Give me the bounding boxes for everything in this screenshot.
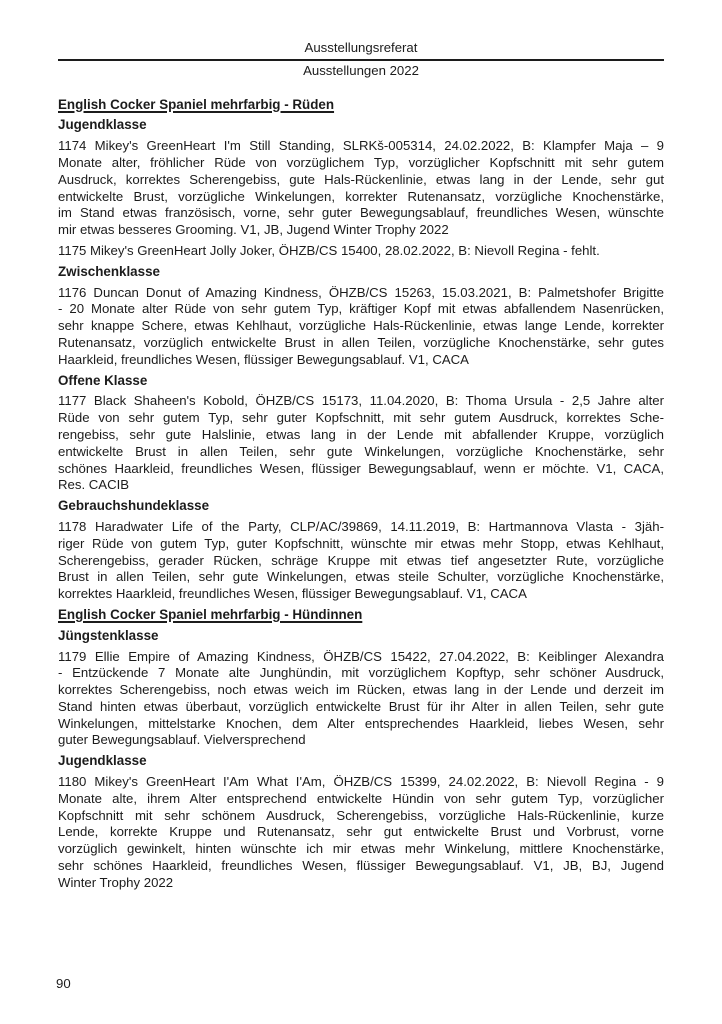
- entry-line: Stand hinten etwas überbaut, vorzüglich entwickelte Brust für ihr Alter in allen Teilen, sehr gute: [58, 698, 664, 714]
- entry-line: im Stand etwas französisch, vorne, sehr guter Bewegungsablauf, freundliches Wesen, wünschte: [58, 205, 664, 221]
- page-inner: [58, 40, 664, 896]
- page-number: 90: [56, 976, 71, 991]
- entry-line: sehr knappe Schere, etwas Kehlhaut, vorzügliche Hals-Rückenlinie, etwas lange Lende, korrekter: [58, 318, 664, 334]
- header-subtitle: Ausstellungen 2022: [303, 62, 419, 78]
- entry-line: entwickelte Brust in allen Teilen, sehr gute Winkelungen, vorzügliche Knochenstärke, sehr: [58, 443, 664, 459]
- entry-line: sehr schönes Haarkleid, freundliches Wesen, flüssiger Bewegungsablauf. V1, JB, BJ, Jugend: [58, 858, 664, 874]
- entry-line: Rutenansatz, vorzüglich entwickelte Brust in allen Teilen, vorzügliche Knochenstärke, sehr gutes: [58, 334, 664, 350]
- entry-line: Monate alte, ihrem Alter entsprechend entwickelte Hündin von sehr gutem Typ, vorzüglicher: [58, 790, 664, 806]
- entry-line: 1176 Duncan Donut of Amazing Kindness, ÖHZB/CS 15263, 15.03.2021, B: Palmetshofer Brigitte: [58, 284, 664, 300]
- header-divider: [58, 59, 664, 61]
- entry-line: Kopfschnitt mit sehr schönem Ausdruck, Scherengebiss, vorzügliche Hals-Rückenlinie, kurze: [58, 807, 664, 823]
- entry-paragraph: [58, 285, 664, 369]
- entry-line: riger Rüde von gutem Typ, guter Kopfschnitt, wünschte mir etwas mehr Stopp, etwas Kehlhaut,: [58, 535, 664, 551]
- entry-paragraph: [58, 138, 664, 239]
- entry-line: 1174 Mikey's GreenHeart I'm Still Standing, SLRKš-005314, 24.02.2022, B: Klampfer Maja – 9: [58, 138, 664, 154]
- class-heading: Offene Klasse: [58, 372, 148, 388]
- entry-line: 1178 Haradwater Life of the Party, CLP/AC/39869, 14.11.2019, B: Hartmannova Vlasta - 3jäh-: [58, 518, 664, 534]
- entry-line: Brust in allen Teilen, sehr gute Winkelungen, etwas steile Schulter, vorzügliche Knochenstärke,: [58, 569, 664, 585]
- entry-line: guter Bewegungsablauf. Vielversprechend: [58, 732, 306, 748]
- entry-line: 1179 Ellie Empire of Amazing Kindness, ÖHZB/CS 15422, 27.04.2022, B: Keiblinger Alexandra: [58, 648, 664, 664]
- class-heading: Jugendklasse: [58, 117, 147, 133]
- entry-paragraph: [58, 774, 664, 892]
- entry-line: Ausdruck, korrektes Scherengebiss, gute Hals-Rückenlinie, etwas lang in der Lende, sehr gut: [58, 171, 664, 187]
- entry-line: korrektes Haarkleid, freundliches Wesen, flüssiger Bewegungsablauf. V1, CACA: [58, 586, 527, 602]
- entry-paragraph: [58, 649, 664, 750]
- entry-paragraph: [58, 243, 664, 260]
- entry-line: Haarkleid, freundliches Wesen, flüssiger Bewegungsablauf. V1, CACA: [58, 351, 469, 367]
- entry-line: korrektes Scherengebiss, noch etwas weich im Rücken, etwas lang in der Lende und derzeit im: [58, 682, 664, 698]
- class-heading: Zwischenklasse: [58, 263, 160, 279]
- entry-paragraph: [58, 393, 664, 494]
- entry-line: Res. CACIB: [58, 477, 130, 493]
- breed-heading: English Cocker Spaniel mehrfarbig - Hündinnen: [58, 606, 363, 622]
- page-header: [58, 40, 664, 80]
- entry-line: vorzüglich gewinkelt, hinten wünschte ich mir etwas mehr Winkelung, mittlere Knochenstärke,: [58, 841, 664, 857]
- entry-line: 1175 Mikey's GreenHeart Jolly Joker, ÖHZB/CS 15400, 28.02.2022, B: Nievoll Regina - fehlt.: [58, 242, 600, 258]
- entry-line: Lende, korrekte Kruppe und Rutenansatz, sehr gut entwickelte Brust und Vorbrust, vorne: [58, 824, 664, 840]
- header-title: Ausstellungsreferat: [304, 40, 418, 55]
- document-body: [58, 97, 664, 892]
- entry-line: Rüde von sehr gutem Typ, sehr guter Kopfschnitt, mit sehr gutem Ausdruck, korrektes Sche-: [58, 410, 664, 426]
- entry-line: rengebiss, sehr gute Halslinie, etwas lang in der Lende mit abfallender Kruppe, vorzüglich: [58, 426, 664, 442]
- entry-paragraph: [58, 519, 664, 603]
- entry-line: - Entzückende 7 Monate alte Junghündin, mit vorzüglichem Kopftyp, sehr schöner Ausdruck,: [58, 665, 664, 681]
- entry-line: Monate alter, fröhlicher Rüde von vorzüglichem Typ, vorzüglicher Kopfschnitt mit sehr gutem: [58, 154, 664, 170]
- entry-line: Scherengebiss, gerader Rücken, schräge Kruppe mit etwas tief angesetzter Rute, vorzügliche: [58, 552, 664, 568]
- class-heading: Jugendklasse: [58, 753, 147, 769]
- entry-line: schönes Haarkleid, freundliches Wesen, flüssiger Bewegungsablauf, wenn er möchte. V1, CACA,: [58, 460, 664, 476]
- entry-line: entwickelte Brust, vorzügliche Winkelungen, korrekter Rutenansatz, vorzügliche Knochenstärke,: [58, 188, 664, 204]
- class-heading: Jüngstenklasse: [58, 627, 159, 643]
- breed-heading: English Cocker Spaniel mehrfarbig - Rüden: [58, 96, 335, 112]
- entry-line: 1180 Mikey's GreenHeart I'Am What I'Am, ÖHZB/CS 15399, 24.02.2022, B: Nievoll Regina - 9: [58, 774, 664, 790]
- entry-line: mir etwas besseres Grooming. V1, JB, Jugend Winter Trophy 2022: [58, 222, 449, 238]
- entry-line: 1177 Black Shaheen's Kobold, ÖHZB/CS 15173, 11.04.2020, B: Thoma Ursula - 2,5 Jahre alter: [58, 393, 664, 409]
- entry-line: - 20 Monate alter Rüde von sehr gutem Typ, kräftiger Kopf mit etwas abfallendem Nasenrücken,: [58, 301, 664, 317]
- entry-line: Winter Trophy 2022: [58, 874, 174, 890]
- entry-line: Winkelungen, mittelstarke Knochen, dem Alter entsprechendes Haarkleid, liebes Wesen, sehr: [58, 715, 664, 731]
- class-heading: Gebrauchshundeklasse: [58, 498, 210, 514]
- page-footer: [56, 976, 71, 993]
